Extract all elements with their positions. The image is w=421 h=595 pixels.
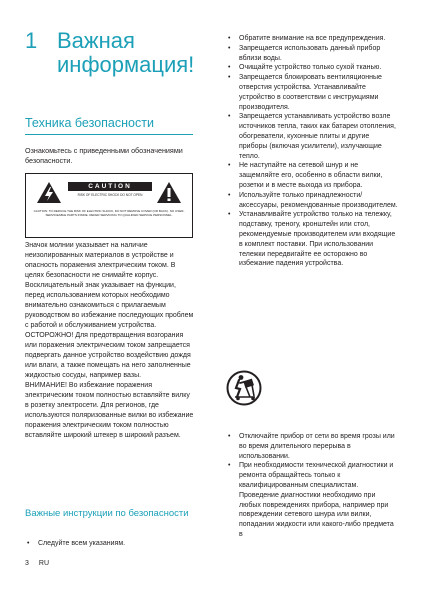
right-bullet-list-top [226,34,398,269]
paragraph-caution: ОСТОРОЖНО! Для предотвращения возгорания или поражения электрическим током запрещается подвергать данное устройство воздействию дождя или влаги, а также помещать на него заполненные жидкостью сосуды, например вазы. [25,332,191,379]
list-item: • Отключайте прибор от сети во время грозы или во время длительного перерыва в использовании. [228,433,395,460]
right-bullet-list-bottom [226,432,398,540]
chapter-title: Важная информация! [57,28,195,77]
list-item: • Не наступайте на сетевой шнур и не защемляйте его, особенно в области вилки, розетки и в месте выхода из прибора. [228,162,383,189]
chapter-number: 1 [25,28,38,53]
list-item: • Запрещается использовать данный прибор вблизи воды. [228,44,381,62]
paragraph-symbols: Значок молнии указывает на наличие неизолированных материалов в устройстве и опасность поражения электрическим током. В целях безопасности не снимайте корпус. Восклицательный знак указывает на функции, перед использованием которых необходимо внимательно ознакомиться с прилагаемым руководством во избежание последующих проблем с работой и обслуживанием устройства. [25,242,194,329]
exclamation-warning-icon [156,181,182,204]
language-code: RU [38,560,50,567]
safety-body-text [25,241,195,441]
cart-tipover-icon [226,370,262,406]
section-divider [25,134,193,135]
list-item: • Запрещается устанавливать устройство возле источников тепла, таких как батареи отопления, обогреватели, кухонные плиты и другие приборы (включая усилители), излучающие тепло. [228,113,396,160]
paragraph-warning: ВНИМАНИЕ! Во избежание поражения электрическим током полностью вставляйте вилку в розетку электросети. Для регионов, где используются поляризованные вилки во избежание поражения электрическим током полностью вставляйте широкий штекер в широкий разъем. [25,382,194,439]
list-item: • Запрещается блокировать вентиляционные отверстия устройства. Устанавливайте устройство в соответствии с инструкциями производителя. [228,74,382,111]
list-item: • Очищайте устройство только сухой тканью. [228,64,382,72]
lightning-warning-icon [36,181,62,204]
caution-label [25,173,193,238]
list-item: • Используйте только принадлежности/аксессуары, рекомендованные производителем. [228,191,398,209]
caution-subtext: RISK OF ELECTRIC SHOCK DO NOT OPEN [77,193,143,197]
list-item: • Устанавливайте устройство только на тележку, подставку, треногу, кронштейн или стол, рекомендуемые производителем или входящие в комплект поставки. При использовании тележки передвигайте ее осторожно во избежание падения устройства. [228,211,396,268]
left-bullet-list [25,539,195,549]
safety-section-title: Техника безопасности [25,116,154,130]
list-item: • Обратите внимание на все предупреждения. [228,35,386,42]
intro-text: Ознакомьтесь с приведенными обозначениями безопасности. [25,146,183,165]
caution-banner: CAUTION [68,182,152,191]
page-number: 3 [25,560,29,567]
caution-fine-print: CAUTION: TO REDUCE THE RISK OF ELECTRIC SHOCK, DO NOT REMOVE COVER (OR BACK). NO USER-SERVICEABLE PARTS INSIDE. REFER SERVICING TO QUALIFIED SERVICE PERSONNEL. [33,209,185,217]
list-item: • Следуйте всем указаниям. [27,540,126,547]
list-item: • При необходимости технической диагностики и ремонта обращайтесь только к квалифицированным специалистам. Проведение диагностики необходимо при любых повреждениях прибора, например при повреждении сетевого шнура или вилки, попадании жидкости или какого-либо предмета в [228,462,394,538]
instructions-title: Важные инструкции по безопасности [25,508,189,519]
chapter-heading [25,29,207,77]
page-footer [25,560,49,567]
